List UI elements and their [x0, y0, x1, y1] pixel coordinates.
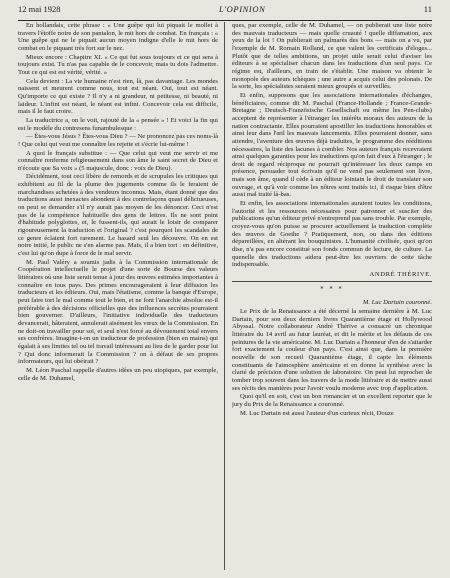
article-columns: [18, 22, 432, 570]
paragraph: Le Prix de la Renaissance a été décerné la semaine dernière à M. Luc Dartain, pour son deux derniers livres Quarantième étage et Hollywood Abyssal. Notre collaborateur André Thérive a consacré un chronique littéraire du 14 avril au futur lauréat, et dit le mérite et les défauts de ces peintures de la vie américaine. M. Luc Dartain a l'honneur d'en de s'attarder fort exactement la couleur d'un pays. C'est ainsi que, dans la première nouvelle de son recueil Quarantième étage, il capte les éléments constituants de l'atmosphère américaine et en donne la synthèse avec la clarté de précision d'une solution de laboratoire. On peut lui reprocher de tomber trop souvent dans les travers de la mode littéraire et de mettre aussi ses récits des manières pour l'avoir voulu moderne avec trop d'application.: [232, 308, 432, 392]
paragraph: Décidément, tout ceci libère de remords et de scrupules les critiques qui exhibitent au fil de la plume des jugements comme ils le feraient de marchandises achetées à des vendeurs inconnus. Mais, étant donné que des traductions aussi inexactes abondent à des contrefaçons quasi délictueuses, on peut se demander s'il n'y aurait pas moyen de les dénoncer. Ceci n'est pas de la compétence habituelle des gens de lettres. Ils ne sont point d'habitude polyglottes, et, le fussent-ils, qui aurait le loisir de comparer rigoureusement la traduction et l'original ? c'est pourquoi les scandales de ce genre éclatent fort rarement. Le hasard seul les découvre. On en est notre initié, le public ne s'en alarme pas. Mais, il a bien tort : en définitive, c'est lui qu'on dupe à force de le mal servir.: [18, 173, 218, 258]
paragraph: M. Léon Paschal rappelle d'autres idées un peu utopiques, par exemple, celle de M. Duhamel,: [18, 366, 218, 382]
paragraph: Quoi qu'il en soit, c'est un bon romancier et un excellent reporter que le jury du Prix de la Renaissance a couronné.: [232, 393, 432, 408]
left-column: [18, 22, 218, 570]
page-header: [18, 4, 432, 21]
paragraph: Et enfin, supposons que les associations internationales d'échanges, bénéficiaires, comme dit M. Paschal (France-Hollande ; France-Grande-Bretagne ; Deutsch-Französische Gesellschaft ou même les Pen-clubs) acceptent de représenter à l'étranger les intérêts moraux des auteurs de la nation contractante. Elles pourraient apostiller les traductions honorables et ainsi leur dans l'œil les mauvais lancements. Elles pourraient donner, sans attendre, l'aventure des œuvres déjà traduites, le programme des rééditions nécessaires, la liste des lacunes à combler. Nos auteurs français recevraient ainsi quelques garanties pour les traductions qu'on fait d'eux à l'étranger ; le droit de regard réciproque ne pourrait qu'intéresser les deux camps en présence, persuader tout écrivain qu'il ne vend pas seulement son livre, mais son âme, quand il cède à un éditeur lointain le droit de translater son ouvrage, et qu'à voir comme les nôtres sont traités ici, il risque bien d'être aussi mal traité là-bas.: [232, 91, 432, 199]
paragraph: Mieux encore : Chapitre XI. « Ce qui fut sous toujours et ce qui sera à toujours exist. Tu n'as pas capable de le concevoir, mais tu dois l'admettre. Tout ce qui est est vérité, vérité. »: [18, 53, 218, 76]
section-heading: M. Luc Dartain couronné.: [362, 299, 432, 306]
section-rule: [232, 281, 432, 282]
paragraph: M. Paul Valéry a soumis jadis à la Commission internationale de Coopération intellectuelle le projet d'une sorte de Bourse des valeurs littéraires où une liste serait tenue à jour des œuvres estimées importantes à connaître en tous pays. Des primes encourageraient à leur diffusion les traducteurs et les éditeurs. Oui, mais l'étatisme, comme la banque d'Europe, peut faire tort le mal comme tout le bien, et ne font l'anarchie absolue est-il préférable à des décisions officielles que des influences secrètes pourraient bien gouverner. D'ailleurs, l'initiative individuelle des traducteurs devancerait, hâteraient, annulerait aisément les vœux de la Commission. En ne doit-on travailler pour soi, et seul n'est forcé au dévouement total envers ses confrères. Imagine-t-on un traducteur de profession (bien en mains) qui égalait à ses limites tel ou tel travail intéressant au lieu de le garder pour lui ? Qui donc informerait la Commission ? on à défaut de ses propres informateurs, qui lui obéirait ?: [18, 258, 218, 366]
column-divider: [224, 22, 225, 570]
paragraph: — Êtes-vous Jésus ? Êtes-vous Dieu ? — Ne prononcez pas ces noms-là ! Que celui qui veut me connaître les rejette et s'écrie lui-même !: [18, 133, 218, 148]
author-signature: ANDRÉ THÉRIVE.: [369, 271, 432, 278]
paragraph: ques, par exemple, celle de M. Duhamel, — on publierait une liste noire des mauvais traducteurs — mais quelle cruauté ! quelle diffamation, aux yeux de la loi ! On publierait un palmarès des bons — mais on a vu, par l'exemple de M. Romain Rolland, ce que valent les certificats d'éloges... Plutôt que de telles ambitions, un projet utile serait celui d'aviser les éditeurs à se spécialiser chacun dans les traductions d'un seul pays. Ce régime est, d'ailleurs, en train de s'établir. Une maison va obtenir le monopole des auteurs tchèques ; une autre a acquis celui des polonais. De la sorte, les spécialistes seraient mieux groupés et surveillés.: [232, 22, 432, 91]
paragraph: A quoi le français substitue : — Que celui qui veut me servir et me connaître renferme religieusement dans son âme le saint secret de Dieu et n'écoute que Sa voix » (5 majuscule, donc : voix de Dieu).: [18, 149, 218, 172]
paragraph: M. Luc Dartain est aussi l'auteur d'un curieux récit, Douze: [240, 409, 394, 417]
issue-date: 12 mai 1928: [18, 4, 61, 14]
paragraph: En hollandais, cette phrase : « Une guêpe qui lui piquait le mollet à travers l'étoffe noire de son pantalon, le mit hors de combat. En français : « Une guêpe qui ne le piquait aucun moyen indigne d'elle le mit hors de combat en le piquant très fort sur le nez.: [18, 22, 218, 52]
publication-title: L'OPINION: [218, 4, 266, 14]
paragraph: La traductrice a, on le voit, rajouté de la « pensée » ! Et voici la fin qui est le modèle du contresens funambulesque :: [18, 116, 218, 132]
paragraph: Et enfin, les associations internationales auraient toutes les conditions, l'autorité et les ressources nécessaires pour patronner et susciter des publications qu'un éditeur privé n'entreprend pas sans trouble. Par exemple, croyez-vous qu'on puisse se procurer actuellement la traduction complète des œuvres de Goethe ? Pratiquement, non, ou dans des éditions dépareillées, en altérant les bouquinistes. L'humanité civilisée, quoi qu'on dise, n'a pas encore constitué son fonds commun de lecture, de culture. La quenelle des traductions aidera peut-être les ouvriers de cette tâche indispensable.: [232, 200, 432, 269]
section-separator: * * *: [320, 286, 344, 293]
right-column: [232, 22, 432, 570]
page-number: 11: [423, 4, 432, 14]
paragraph: Cela devient : La vie humaine n'est rien, là, pas davantage. Les mondes naissent et meurent comme nous, tout est néant. Oui, tout est néant. Qu'importe ce qui existe ? Il n'y a ni grandeur, ni petitesse, ni beauté, ni laideur. L'infini est néant, le néant est infini. Concevoir cela est difficile, mais il le faut croire.: [18, 77, 218, 116]
